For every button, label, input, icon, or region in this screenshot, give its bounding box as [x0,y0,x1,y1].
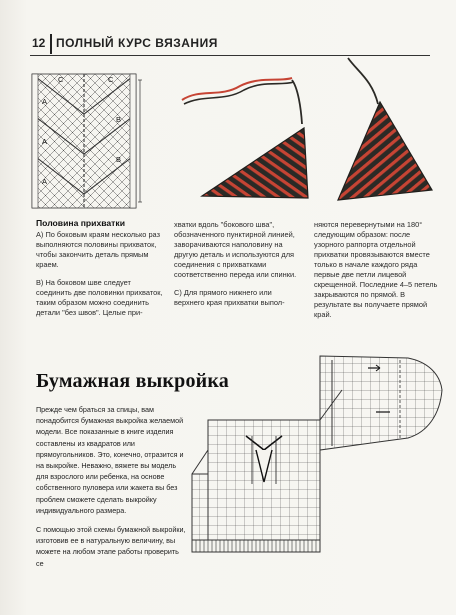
paragraph-c: C) Для прямого нижнего или верхнего края прихватки выпол- [174,288,285,307]
column-2 [174,220,304,308]
section-title-half-potholder: Половина прихватки [36,218,125,228]
label-a-1: A [42,97,48,106]
potholder-left [202,128,308,198]
intro-paragraph-2: С помощью этой схемы бумажной выкройки, изготовив ее в натуральную величину, вы можете на любом этапе работы проверить се [36,525,186,568]
header-divider [50,34,52,54]
knitted-potholder-photo [180,58,440,208]
column-3 [314,220,440,320]
label-a-2: A [42,137,48,146]
header-rule [30,55,430,56]
label-c-right: C [108,75,114,84]
sleeve-pattern [320,356,442,450]
label-c-left: C [58,75,64,84]
column-1 [36,218,166,318]
potholder-module-diagram [32,74,172,214]
label-b-2: B [116,155,122,164]
section-title-paper-pattern: Бумажная выкройка [36,370,229,392]
paragraph-c-continued: няются перевернутыми на 180° следующим образом: после узорного раппорта отдельной прихватки провязываются вместе только в начале каждого ряда первые две петли лицевой скрещенной. Последние 4–5 петель закрываются по прямой. В результате вы получаете прямой край. [314,220,438,319]
paragraph-continuation: хватки вдоль "бокового шва", обозначенного пунктирной линией, заворачиваются наполовину на другую деталь и используются для соединения с прихватками соответственно переда или спинки. [174,220,297,279]
intro-paragraph-1: Прежде чем браться за спицы, вам понадобится бумажная выкройка желаемой модели. Все показанные в книге изделия составлены из квадратов или прямоугольников. Это, конечно, отразится и на выкройке. Неважно, вяжете вы модель для взрослого или ребенка, на основе собственного пуловера или жакета вы без проблем сможете сделать выкройку индивидуального размера. [36,405,184,515]
paper-pattern-schematic [190,354,450,594]
paragraph-a: A) По боковым краям несколько раз выполняются половины прихваток, чтобы закончить деталь прямым краем. [36,230,160,269]
paper-pattern-text [36,404,186,577]
page-number: 12 [32,36,46,50]
page-header [30,34,430,56]
potholder-right [338,102,432,200]
running-title: ПОЛНЫЙ КУРС ВЯЗАНИЯ [56,36,218,50]
label-a-3: A [42,177,48,186]
label-b-1: B [116,115,122,124]
paragraph-b: B) На боковом шве следует соединить две половинки прихваток, таким образом можно соединить детали "без швов". Целые при- [36,278,163,317]
